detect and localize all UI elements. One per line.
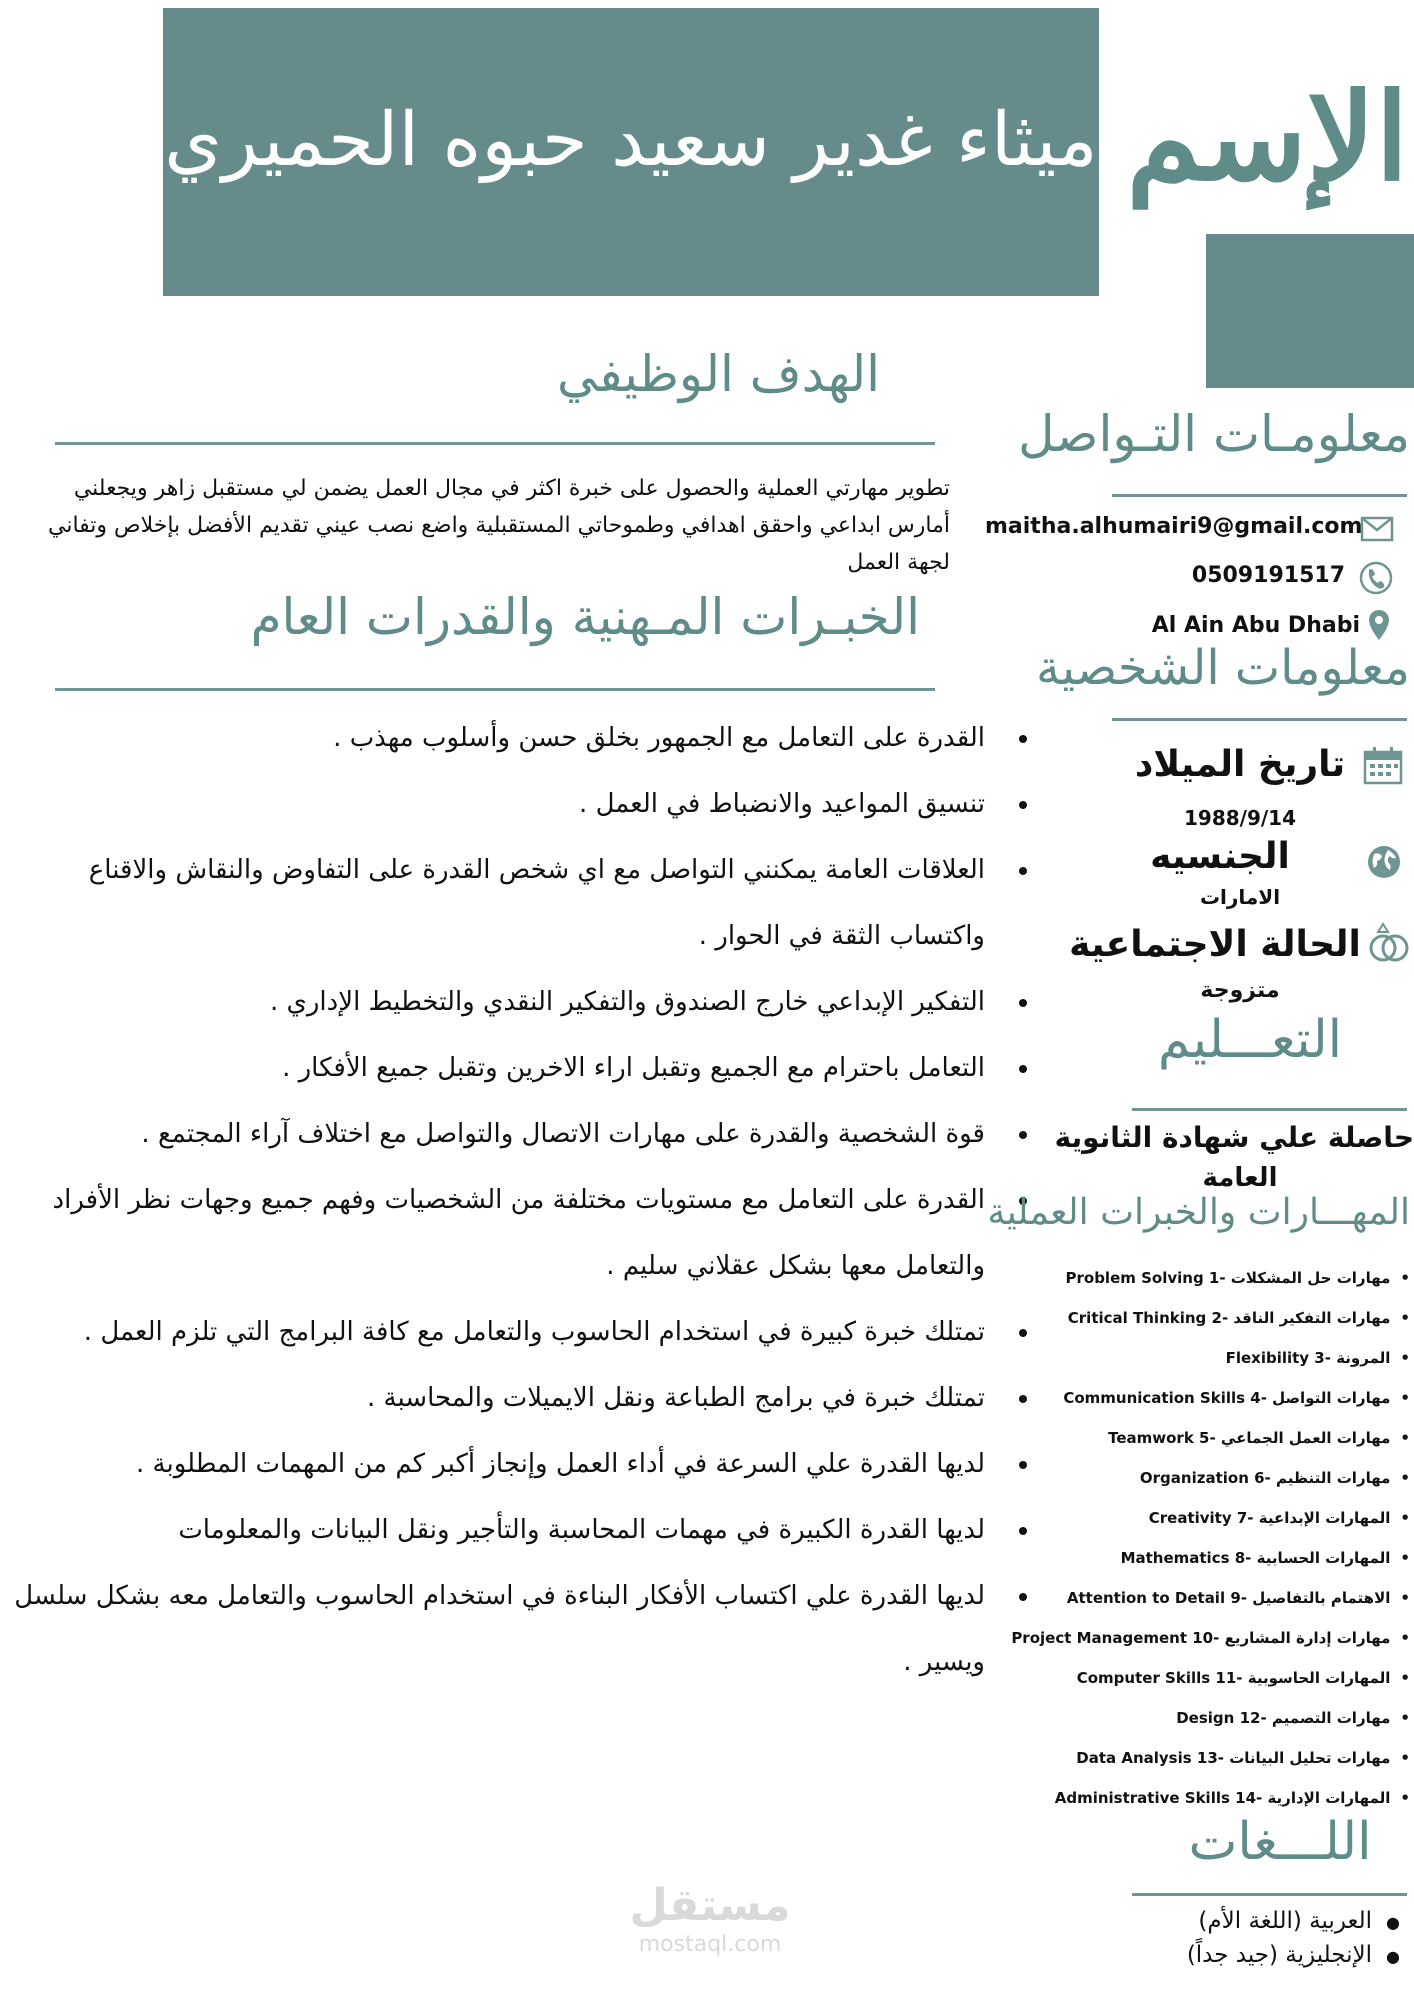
list-item: Data Analysis 13- مهارات تحليل البيانات • (990, 1738, 1410, 1778)
envelope-icon (1360, 516, 1394, 542)
email-text: maitha.alhumairi9@gmail.com (985, 514, 1363, 539)
languages-list (1100, 1905, 1400, 1973)
list-item: Mathematics 8- المهارات الحسابية • (990, 1538, 1410, 1578)
phone-icon (1358, 560, 1394, 596)
list-item: Flexibility 3- المرونة • (990, 1338, 1410, 1378)
name-label: الإسم (1126, 67, 1409, 208)
list-item: • تمتلك خبرة كبيرة في استخدام الحاسوب والتعامل مع كافة البرامج التي تلزم العمل . (10, 1299, 1005, 1365)
birth-value: 1988/9/14 (1183, 806, 1297, 830)
list-item: Administrative Skills 14- المهارات الإدارية • (990, 1778, 1410, 1818)
list-item: • تنسيق المواعيد والانضباط في العمل . (10, 771, 1005, 837)
location-pin-icon (1366, 608, 1392, 642)
list-item: Design 12- مهارات التصميم • (990, 1698, 1410, 1738)
decorative-box (1206, 234, 1414, 388)
experience-title: الخبـرات المـهنية والقدرات العام (250, 588, 920, 646)
list-item: • العلاقات العامة يمكنني التواصل مع اي شخص القدرة على التفاوض والنقاش والاقناع واكتساب الثقة في الحوار . (10, 837, 1005, 969)
calendar-icon (1362, 746, 1404, 786)
contact-divider (1112, 494, 1407, 497)
objective-text: تطوير مهارتي العملية والحصول على خبرة اكثر في مجال العمل يضمن لي مستقبل زاهر ويجعلني أمارس ابداعي واحقق اهدافي وطموحاتي المستقبلية واضع نصب عيني تقديم الأفضل بإخلاص وتفاني لجهة العمل (48, 476, 950, 575)
list-item: • التعامل باحترام مع الجميع وتقبل اراء الاخرين وتقبل جميع الأفكار . (10, 1035, 1005, 1101)
list-item: Project Management 10- مهارات إدارة المشاريع • (990, 1618, 1410, 1658)
watermark-brand: مستقل (629, 1880, 791, 1931)
globe-icon (1366, 844, 1402, 880)
watermark (560, 1880, 860, 1958)
list-item: • تمتلك خبرة في برامج الطباعة ونقل الايميلات والمحاسبة . (10, 1365, 1005, 1431)
personal-title: معلومات الشخصية (1036, 640, 1410, 696)
list-item: Critical Thinking 2- مهارات التفكير الناقد • (990, 1298, 1410, 1338)
marital-label: الحالة الاجتماعية (1069, 924, 1361, 965)
marital-value: متزوجة (1200, 978, 1280, 1003)
personal-divider (1112, 718, 1407, 721)
list-item: Organization 6- مهارات التنظيم • (990, 1458, 1410, 1498)
nationality-label: الجنسيه (1150, 836, 1290, 877)
list-item: ● العربية (اللغة الأم) (1100, 1905, 1400, 1939)
nationality-value: الامارات (1199, 885, 1281, 909)
list-item: Creativity 7- المهارات الإبداعية • (990, 1498, 1410, 1538)
list-item: Communication Skills 4- مهارات التواصل • (990, 1378, 1410, 1418)
list-item: • القدرة على التعامل مع مستويات مختلفة من الشخصيات وفهم جميع وجهات نظر الأفراد والتعامل معها بشكل عقلاني سليم . (10, 1167, 1005, 1299)
experience-list (10, 705, 1035, 1695)
list-item: Problem Solving 1- مهارات حل المشكلات • (990, 1258, 1410, 1298)
phone-text: 0509191517 (1191, 563, 1345, 588)
watermark-site: mostaql.com (638, 1932, 782, 1957)
objective-title: الهدف الوظيفي (557, 345, 880, 403)
list-item: • القدرة على التعامل مع الجمهور بخلق حسن وأسلوب مهذب . (10, 705, 1005, 771)
list-item: ● الإنجليزية (جيد جداً) (1100, 1939, 1400, 1973)
skills-list (990, 1258, 1410, 1818)
objective-divider (55, 442, 935, 445)
rings-icon (1366, 918, 1412, 966)
list-item: Computer Skills 11- المهارات الحاسوبية • (990, 1658, 1410, 1698)
location-text: Al Ain Abu Dhabi (1151, 613, 1360, 638)
education-line-2: العامة (1202, 1163, 1278, 1193)
list-item: • التفكير الإبداعي خارج الصندوق والتفكير النقدي والتخطيط الإداري . (10, 969, 1005, 1035)
list-item: • لديها القدرة علي السرعة في أداء العمل وإنجاز أكبر كم من المهمات المطلوبة . (10, 1431, 1005, 1497)
list-item: • لديها القدرة الكبيرة في مهمات المحاسبة والتأجير ونقل البيانات والمعلومات (10, 1497, 1005, 1563)
education-title: التعـــليم (1157, 1010, 1343, 1070)
skills-title: المهـــارات والخبرات العملية (987, 1192, 1410, 1233)
languages-divider (1132, 1893, 1407, 1896)
birth-label: تاريخ الميلاد (1134, 744, 1346, 785)
list-item: Teamwork 5- مهارات العمل الجماعي • (990, 1418, 1410, 1458)
list-item: • قوة الشخصية والقدرة على مهارات الاتصال والتواصل مع اختلاف آراء المجتمع . (10, 1101, 1005, 1167)
list-item: • لديها القدرة علي اكتساب الأفكار البناءة في استخدام الحاسوب والتعامل معه بشكل سلسل ويسير . (10, 1563, 1005, 1695)
experience-divider (55, 688, 935, 691)
education-divider (1132, 1108, 1407, 1111)
contact-title: معلومـات التـواصل (1018, 405, 1410, 463)
full-name: ميثاء غدير سعيد حبوه الحميري (164, 97, 1098, 183)
list-item: Attention to Detail 9- الاهتمام بالتفاصيل • (990, 1578, 1410, 1618)
languages-title: اللـــغات (1188, 1812, 1372, 1872)
education-line-1: حاصلة علي شهادة الثانوية (1054, 1121, 1414, 1154)
